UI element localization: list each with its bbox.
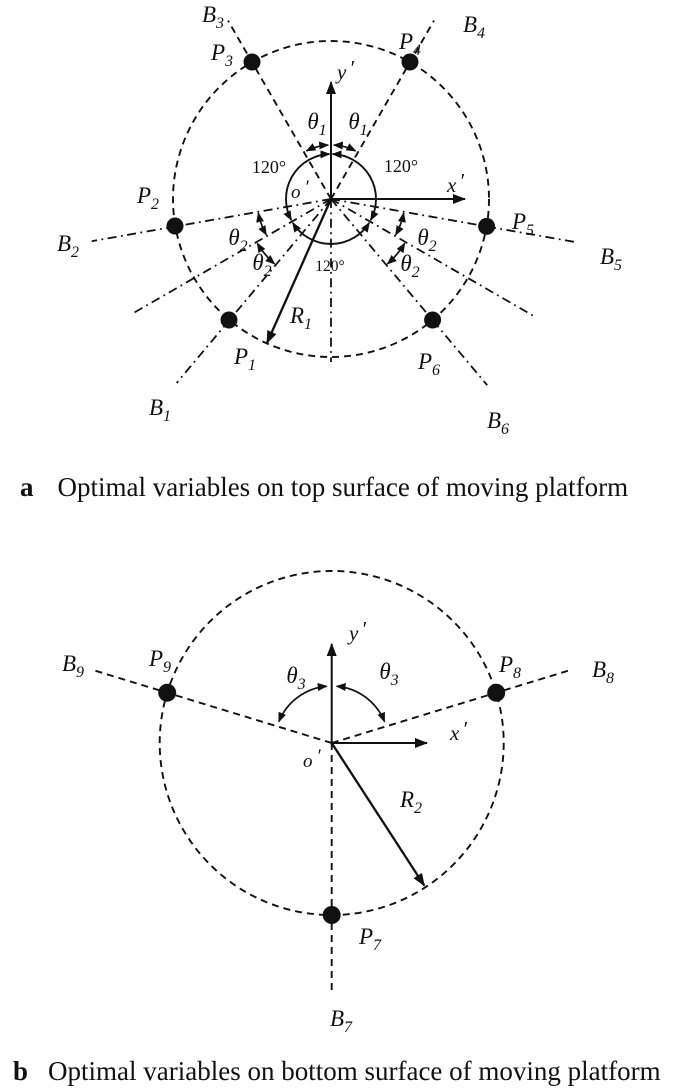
figure-b-diagram <box>62 571 614 1036</box>
joint-dot-P8 <box>487 684 505 702</box>
label-P6: $P_6$ <box>417 349 441 379</box>
caption-b-text: Optimal variables on bottom surface of moving platform <box>48 1056 661 1086</box>
joint-dot-P1 <box>221 312 238 329</box>
label-R2: $R_2$ <box>399 787 423 817</box>
label-B2: $B_2$ <box>56 231 80 261</box>
label-120deg-left: 120° <box>251 157 287 177</box>
label-120deg-right: 120° <box>383 156 419 176</box>
label-P7: $P_7$ <box>358 924 382 954</box>
label-P9: $P_9$ <box>148 646 172 676</box>
label-origin-bottom: o ′ <box>303 746 321 772</box>
strut-line-B1 <box>177 199 331 383</box>
label-theta3-right: $\theta_3$ <box>379 659 399 689</box>
theta3-arc-right <box>337 686 385 721</box>
radius-arrow-R2 <box>332 743 425 886</box>
theta1-arc-right <box>334 145 356 151</box>
caption-b <box>13 1056 661 1087</box>
caption-a <box>20 472 628 503</box>
label-x-axis-top: x ′ <box>447 169 464 197</box>
label-theta3-left: $\theta_3$ <box>286 663 306 693</box>
label-P2: $P_2$ <box>136 183 160 213</box>
joint-dot-P5 <box>478 218 495 235</box>
label-B5: $B_5$ <box>599 244 623 274</box>
label-B4: $B_4$ <box>462 12 486 42</box>
caption-a-tag: a <box>20 472 34 502</box>
label-P4: $P_4$ <box>398 29 422 59</box>
label-P3: $P_3$ <box>210 40 234 70</box>
label-theta1-right: $\theta_1$ <box>348 109 368 139</box>
theta2-arc-right-upper <box>396 213 404 235</box>
joint-dot-P2 <box>167 218 184 235</box>
sector-arc-right-120 <box>333 154 376 220</box>
strut-line-B6 <box>331 199 487 385</box>
label-theta1-left: $\theta_1$ <box>307 109 327 139</box>
label-P5: $P_5$ <box>511 209 535 239</box>
label-y-axis-bottom: y ′ <box>349 617 366 645</box>
label-B6: $B_6$ <box>486 408 510 438</box>
joint-dot-P9 <box>158 684 176 702</box>
label-origin-top: o ′ <box>291 177 309 203</box>
label-x-axis-bottom: x ′ <box>450 717 467 745</box>
label-B3: $B_3$ <box>201 2 225 32</box>
label-theta2-left-2: $\theta_2$ <box>252 250 272 280</box>
label-theta2-right-2: $\theta_2$ <box>400 251 420 281</box>
joint-dot-P6 <box>424 312 441 329</box>
label-120deg-bottom: 120° <box>315 258 345 275</box>
label-B8: $B_8$ <box>591 657 615 687</box>
label-y-axis-top: y ′ <box>337 56 354 84</box>
label-B1: $B_1$ <box>148 395 172 425</box>
label-theta2-left-1: $\theta_2$ <box>228 225 248 255</box>
label-B9: $B_9$ <box>61 651 85 681</box>
label-P8: $P_8$ <box>498 652 522 682</box>
caption-b-tag: b <box>13 1056 29 1086</box>
joint-dot-P3 <box>244 54 261 71</box>
joint-dot-P7 <box>323 906 341 924</box>
label-B7: $B_7$ <box>329 1006 353 1036</box>
theta1-arc-left <box>306 145 328 151</box>
caption-a-text: Optimal variables on top surface of moving platform <box>57 472 629 502</box>
label-R1: $R_1$ <box>289 303 313 333</box>
theta2-arc-left-upper <box>258 213 266 235</box>
label-P1: $P_1$ <box>233 344 257 374</box>
label-theta2-right-1: $\theta_2$ <box>417 225 437 255</box>
figure-a-diagram <box>57 2 622 438</box>
